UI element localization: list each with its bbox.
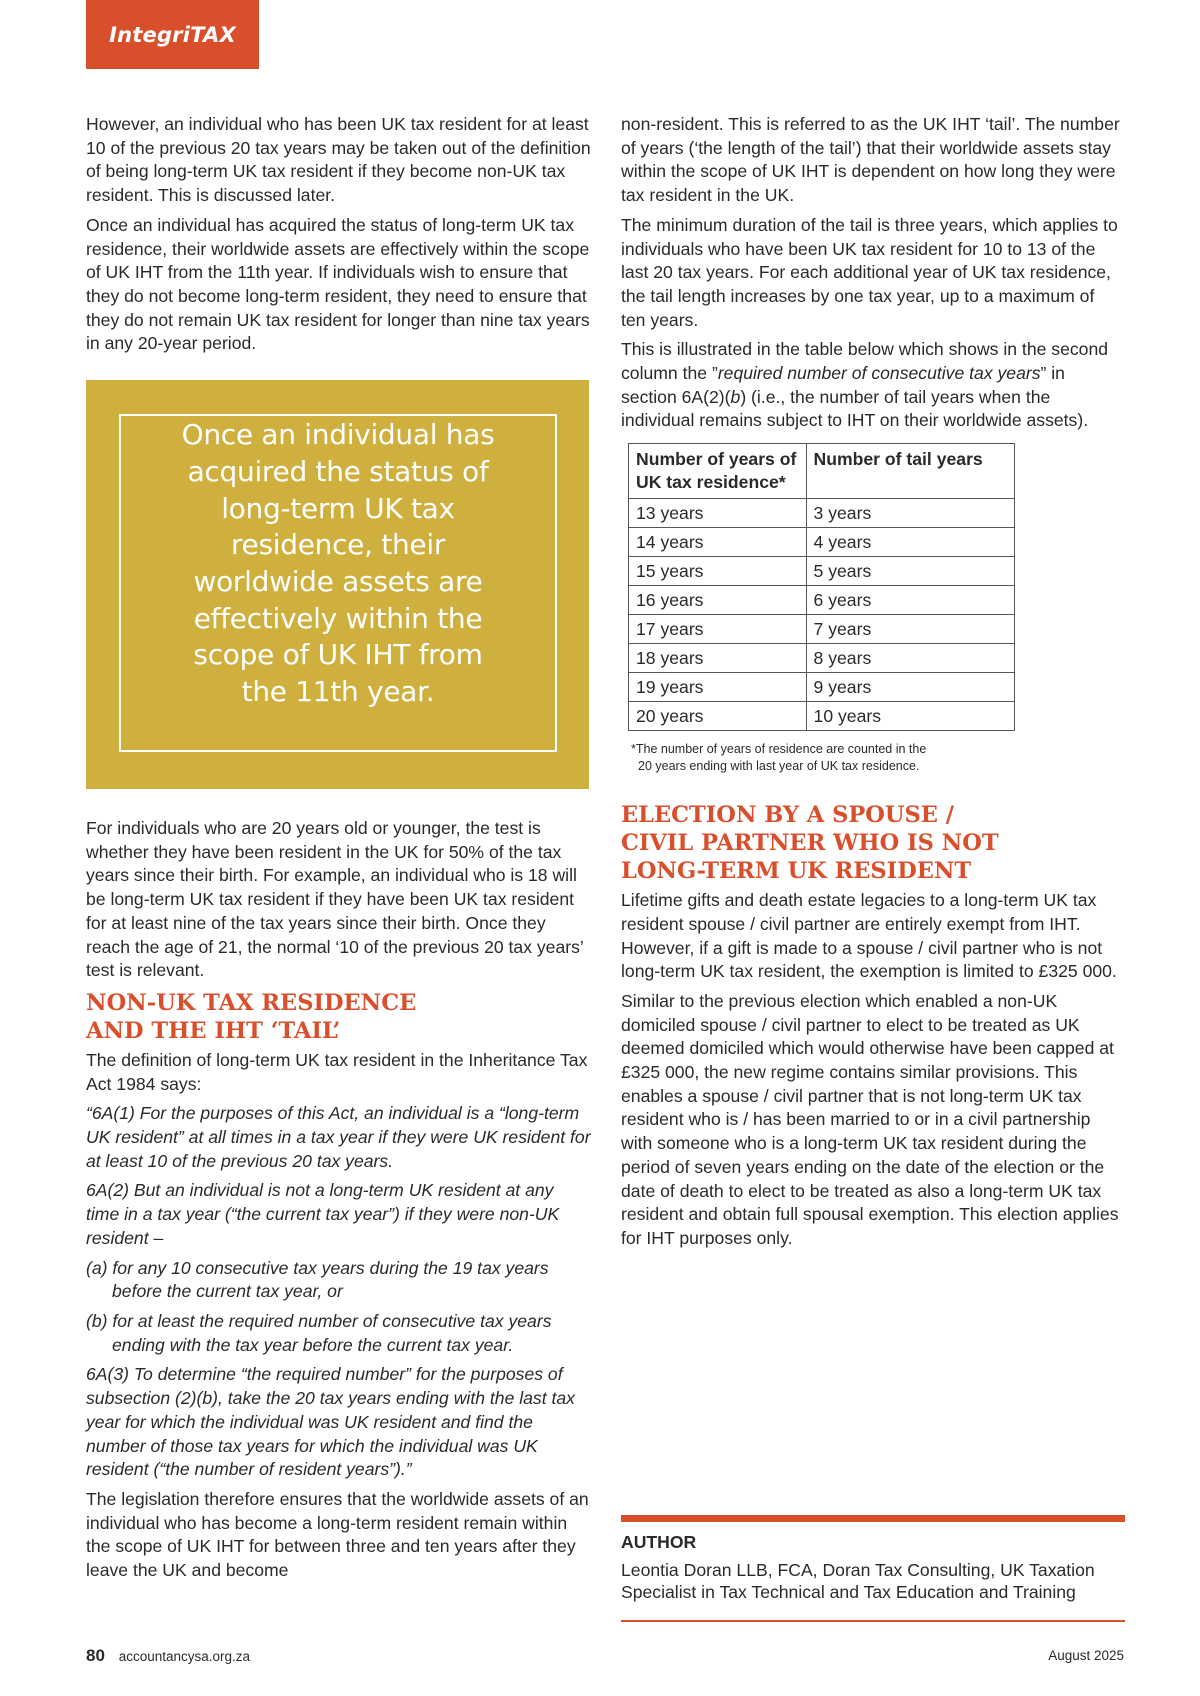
heading-line: LONG-TERM UK RESIDENT xyxy=(621,858,972,885)
text-run: ” in section 6A(2)( xyxy=(621,363,1065,407)
table-row xyxy=(629,557,1015,586)
table-cell: 3 years xyxy=(806,499,1014,528)
table-row xyxy=(629,586,1015,615)
table-cell: 8 years xyxy=(806,644,1014,673)
table-cell: 16 years xyxy=(629,586,807,615)
paragraph: The legislation therefore ensures that the worldwide assets of an individual who has become a long-term resident remain within the scope of UK IHT for between three and ten years after they leave the UK and become xyxy=(86,1488,589,1581)
table-cell: 13 years xyxy=(629,499,807,528)
left-column xyxy=(86,113,591,1589)
paragraph: However, an individual who has been UK tax resident for at least 10 of the previous 20 tax years may be taken out of the definition of being long-term UK tax resident if they become non-UK tax resident. This is discussed later. xyxy=(86,114,591,206)
text-run: This is illustrated in the table below which shows in the second column the ” xyxy=(621,339,1109,384)
table-row xyxy=(629,615,1015,644)
section-heading-election xyxy=(621,801,1121,885)
table-cell: 17 years xyxy=(629,615,807,644)
table-cell: 9 years xyxy=(806,673,1014,702)
pull-quote-box xyxy=(86,380,589,789)
legislation-quote: 6A(3) To determine “the required number” for the purposes of subsection (2)(b), take the 20 tax years ending with the last tax year for which the individual was UK resident and find the number of those tax years for which the individual was UK resident (“the number of resident years”).” xyxy=(86,1364,575,1480)
paragraph: Once an individual has acquired the status of long-term UK tax residence, their worldwide assets are effectively within the scope of UK IHT from the 11th year. If individuals wish to ensure that they do not become long-term resident, they need to ensure that they do not remain UK tax resident for longer than nine tax years in any 20-year period. xyxy=(86,214,590,354)
paragraph: For individuals who are 20 years old or younger, the test is whether they have been resident in the UK for 50% of the tax years since their birth. For example, an individual who is 18 will be long-term UK tax resident if they have been UK tax resident for at least nine of the tax years since their birth. Once they reach the age of 21, the normal ‘10 of the previous 20 tax years’ test is relevant. xyxy=(86,818,584,981)
integritax-logo: IntegriTAX xyxy=(86,0,259,69)
paragraph: The definition of long-term UK tax resident in the Inheritance Tax Act 1984 says: xyxy=(86,1049,588,1094)
text-run-italic: b xyxy=(730,386,741,407)
table-cell: 6 years xyxy=(806,586,1014,615)
table-footnote xyxy=(631,741,1121,775)
column-header: Number of tail years xyxy=(806,444,1014,499)
paragraph: non-resident. This is referred to as the UK IHT ‘tail’. The number of years (‘the length of the tail’) that their worldwide assets stay within the scope of UK IHT is dependent on how long they were tax resident in the UK. xyxy=(621,114,1120,206)
legislation-quote-item-a: (a) for any 10 consecutive tax years during the 19 tax years before the current tax year, or xyxy=(86,1257,549,1302)
heading-line: CIVIL PARTNER WHO IS NOT xyxy=(621,830,999,857)
paragraph xyxy=(621,338,1121,433)
author-title: AUTHOR xyxy=(621,1532,697,1552)
pull-quote-frame xyxy=(119,414,557,752)
table-cell: 10 years xyxy=(806,702,1014,731)
column-header: Number of years of UK tax residence* xyxy=(629,444,807,499)
table-cell: 4 years xyxy=(806,528,1014,557)
footer-date: August 2025 xyxy=(1048,1648,1124,1663)
table-cell: 7 years xyxy=(806,615,1014,644)
right-column xyxy=(621,113,1121,1257)
footer-site: accountancysa.org.za xyxy=(118,1649,251,1664)
page-number: 80 xyxy=(86,1646,105,1665)
paragraph: Lifetime gifts and death estate legacies to a long-term UK tax resident spouse / civil partner are entirely exempt from IHT. However, if a gift is made to a spouse / civil partner who is not long-term UK tax resident, the exemption is limited to £325 000. xyxy=(621,890,1117,982)
text-run-italic: required number of consecutive tax years xyxy=(717,363,1041,384)
table-header-row xyxy=(629,444,1015,499)
heading-line: NON-UK TAX RESIDENCE xyxy=(86,989,417,1016)
table-row xyxy=(629,528,1015,557)
author-block xyxy=(621,1532,1121,1603)
text-run: ) (i.e., the number of tail years when the individual remains subject to IHT on their worldwide assets). xyxy=(621,386,1089,431)
legislation-quote: “6A(1) For the purposes of this Act, an individual is a “long-term UK resident” at all times in a tax year if they were UK resident for at least 10 of the previous 20 tax years. xyxy=(86,1103,591,1171)
table-row xyxy=(629,673,1015,702)
footnote-line: *The number of years of residence are counted in the xyxy=(631,742,927,757)
footnote-line: 20 years ending with last year of UK tax residence. xyxy=(638,759,920,774)
legislation-quote-item-b: (b) for at least the required number of consecutive tax years ending with the tax year before the current tax year. xyxy=(86,1310,552,1355)
table-cell: 18 years xyxy=(629,644,807,673)
author-text: Leontia Doran LLB, FCA, Doran Tax Consulting, UK Taxation Specialist in Tax Technical and Tax Education and Training xyxy=(621,1560,1095,1602)
table-cell: 15 years xyxy=(629,557,807,586)
section-heading-tail xyxy=(86,989,591,1045)
page-footer xyxy=(86,1646,250,1666)
heading-line: AND THE IHT ‘TAIL’ xyxy=(86,1017,341,1044)
table-row xyxy=(629,499,1015,528)
table-row xyxy=(629,702,1015,731)
legislation-quote: 6A(2) But an individual is not a long-term UK resident at any time in a tax year (“the current tax year”) if they were non-UK resident – xyxy=(86,1180,560,1248)
table-cell: 14 years xyxy=(629,528,807,557)
table-row xyxy=(629,644,1015,673)
author-divider-top xyxy=(621,1515,1125,1522)
table-cell: 20 years xyxy=(629,702,807,731)
paragraph: The minimum duration of the tail is three years, which applies to individuals who have been UK tax resident for 10 to 13 of the last 20 tax years. For each additional year of UK tax residence, the tail length increases by one tax year, up to a maximum of ten years. xyxy=(621,214,1118,330)
table-cell: 5 years xyxy=(806,557,1014,586)
table-cell: 19 years xyxy=(629,673,807,702)
author-divider-bottom xyxy=(621,1620,1125,1622)
heading-line: ELECTION BY A SPOUSE / xyxy=(621,802,954,829)
paragraph: Similar to the previous election which enabled a non-UK domiciled spouse / civil partner to elect to be treated as UK deemed domiciled which would otherwise have been capped at £325 000, the new regime contains similar provisions. This enables a spouse / civil partner that is not long-term UK tax resident who is / has been married to or in a civil partnership with someone who is a long-term UK tax resident during the period of seven years ending on the date of the election or the date of death to elect to be treated as also a long-term UK tax resident and obtain full spousal exemption. This election applies for IHT purposes only. xyxy=(621,990,1119,1248)
pull-quote-text: Once an individual has acquired the status of long-term UK tax residence, their worldwide assets are effectively within the scope of UK IHT from the 11th year. xyxy=(181,418,495,709)
tail-years-table xyxy=(628,443,1015,731)
